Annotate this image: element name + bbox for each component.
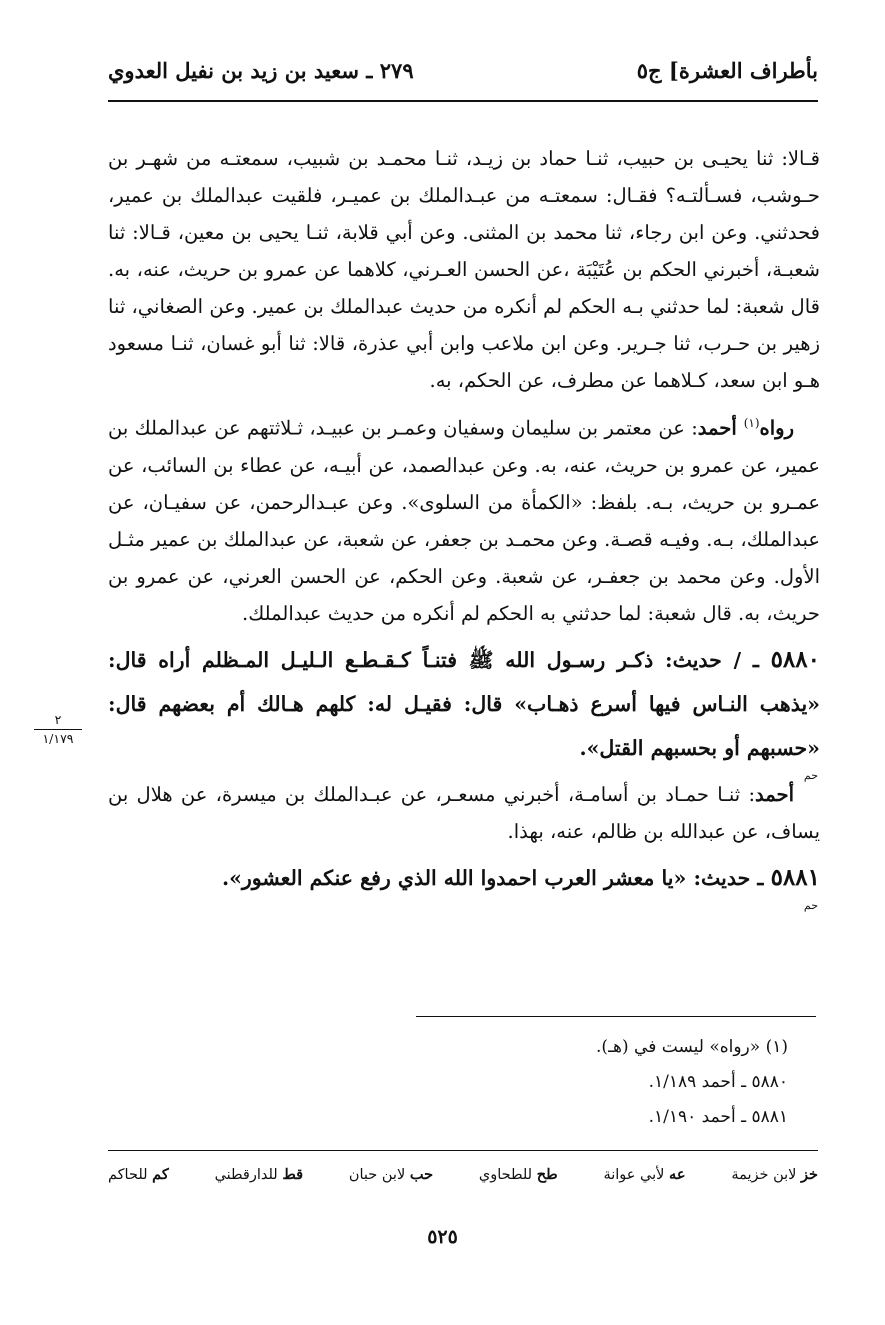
abbr-code: حب — [409, 1166, 434, 1183]
abbr-code: طح — [536, 1166, 558, 1183]
header-divider — [108, 100, 818, 102]
running-header — [108, 58, 818, 94]
paragraph-riwaya — [108, 405, 820, 632]
hadith-5880 — [108, 638, 820, 770]
source-abbr: حم — [803, 898, 818, 912]
abbr-code: كم — [152, 1166, 169, 1183]
riwaya-author: أحمد — [697, 416, 744, 440]
abbr-code: قط — [282, 1166, 304, 1183]
abbr-code: خز — [801, 1166, 818, 1183]
page-number: ٥٢٥ — [427, 1226, 458, 1248]
header-volume-title: بأطراف العشرة] ج٥ — [636, 58, 818, 83]
footnote-item: ٥٨٨٠ ـ أحمد ١/١٨٩. — [648, 1072, 788, 1092]
abbreviations-key — [108, 1166, 818, 1183]
footnote-item: (١) «رواه» ليست في (هـ). — [596, 1037, 788, 1057]
riwaya-lead: رواه — [759, 416, 794, 440]
margin-ref-bottom: ١/١٧٩ — [42, 731, 74, 746]
margin-ref-divider — [34, 729, 82, 730]
main-text — [108, 140, 820, 912]
margin-reference — [30, 712, 86, 747]
paragraph-ahmad — [108, 776, 820, 850]
hadith-number: ٥٨٨١ — [770, 863, 820, 891]
hadith-text: ـ / حديث: ذكـر رسـول الله ﷺ فتنـاً كـقـطـع الـليـل المـظلم أراه قال: «يذهب النـاس فيها أسرع ذهـاب» قال: فقيـل له: كلهم هـالك أم بعضهم قال: «حسبهم أو بحسبهم القتل». — [108, 647, 820, 760]
footnote-item: ٥٨٨١ ـ أحمد ١/١٩٠. — [648, 1107, 788, 1127]
abbr-item — [349, 1166, 433, 1183]
abbr-item — [215, 1166, 303, 1183]
hadith-5881 — [108, 856, 820, 900]
abbr-item — [479, 1166, 558, 1183]
abbr-name: لأبي عوانة — [603, 1167, 665, 1183]
abbr-name: للدارقطني — [214, 1167, 278, 1183]
ahmad-text: : ثنـا حمـاد بن أسامـة، أخبرني مسعـر، عن عبـدالملك بن ميسرة، عن هلال بن يساف، عن عبدالله بن ظالم، عنه، بهذا. — [108, 782, 820, 843]
header-chapter-title: ٢٧٩ ـ سعيد بن زيد بن نفيل العدوي — [108, 58, 414, 83]
footnote-marker: (١) — [743, 416, 760, 430]
riwaya-text: : عن معتمر بن سليمان وسفيان وعمـر بن عبيـد، ثـلاثتهم عن عبدالملك بن عمير، عن عمرو بن حريث، عنه، به. وعن عبدالصمد، عن أبيـه، عن عطاء بن السائب، عن عمـرو بن حريث، بـه. بلفظ: «الكمأة من السلوى». وعن عبـدالرحمن، عن سفيـان، عن عبدالملك، بـه. وفيـه قصـة. وعن محمـد بن جعفر، عن شعبة، عن عبدالملك بن عمير مثـل الأول. وعن محمد بن جعفـر، عن شعبة. وعن الحكم، عن الحسن العرني، عن عمرو بن حريث، به. قال شعبة: لما حدثني به الحكم لم أنكره من حديث عبدالملك. — [108, 416, 820, 625]
ahmad-author: أحمد — [755, 782, 794, 806]
abbr-item — [731, 1166, 818, 1183]
abbr-name: للحاكم — [108, 1167, 148, 1183]
hadith-number: ٥٨٨٠ — [770, 645, 820, 673]
paragraph-isnad: قـالا: ثنا يحيـى بن حبيب، ثنـا حماد بن زيـد، ثنـا محمـد بن شبيب، سمعتـه من شهـر بن حـوشب، فسـألتـه؟ فقـال: سمعتـه من عبـدالملك بن عميـر، فلقيت عبدالملك بن عمير، فحدثني. وعن ابن رجاء، ثنا محمد بن المثنى. وعن أبي قلابة، ثنـا يحيى بن معين، قـالا: ثنا شعبـة، أخبرني الحكم بن عُتَيْبَة ،عن الحسن العـرني، كلاهما عن عمرو بن حريث، عنه، به. قال شعبة: لما حدثني بـه الحكم لم أنكره من حديث عبدالملك بن عمير. وعن الصغاني، ثنا زهير بن حـرب، ثنا جـرير. وعن ابن ملاعب وابن أبي عذرة، قالا: ثنا أبو غسان، ثنـا مسعود هـو ابن سعد، كـلاهما عن مطرف، عن الحكم، به. — [108, 147, 820, 392]
abbr-name: لابن خزيمة — [731, 1167, 797, 1183]
abbr-name: لابن حبان — [348, 1167, 406, 1183]
abbr-name: للطحاوي — [478, 1167, 533, 1183]
abbr-item — [108, 1166, 169, 1183]
abbr-item — [603, 1166, 685, 1183]
abbr-code: عه — [669, 1166, 686, 1183]
abbreviations-divider — [108, 1150, 818, 1151]
hadith-text: ـ حديث: «يا معشر العرب احمدوا الله الذي رفع عنكم العشور». — [221, 865, 771, 890]
margin-ref-top: ٢ — [54, 712, 62, 727]
footnote-divider — [416, 1016, 816, 1017]
footnotes — [416, 1030, 788, 1135]
source-abbr: حم — [803, 768, 818, 782]
